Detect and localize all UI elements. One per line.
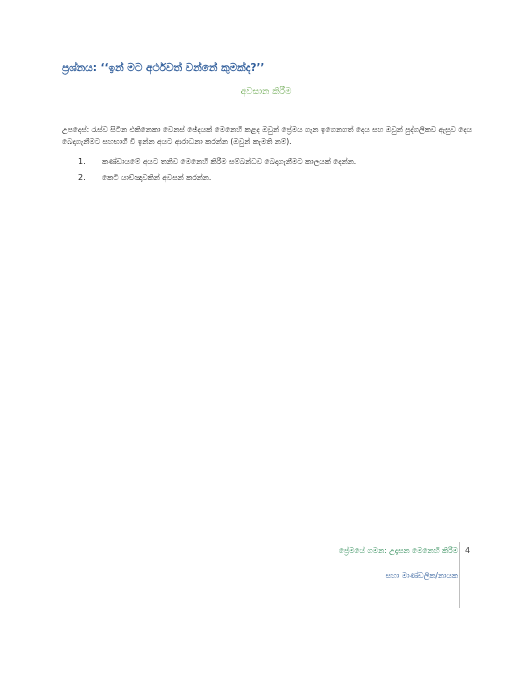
list-item-text: කණ්ඩායමේ අයට තනිව මෙනෙහි කිරීම සම්බන්ධව බෙදාගැනීමට කාලයක් දෙන්න.	[102, 157, 357, 166]
question-heading: ප්‍රශ්නය: ‘‘ඉන් මට අර්ථවත් වන්නේ කුමක්ද?’’	[62, 62, 265, 74]
list-item-text: කෙටි යාච්ඤාවකින් අවසන් කරන්න.	[102, 173, 212, 182]
list-item-number: 2.	[78, 173, 86, 182]
footer	[339, 545, 458, 582]
page-number: 4	[465, 546, 471, 555]
list-item-number: 1.	[78, 157, 86, 166]
footer-author: සහා මාණ්ඩලික/නායක	[385, 571, 458, 580]
footer-divider	[459, 542, 460, 608]
section-heading: අවසාන කිරීම	[240, 87, 292, 97]
list-item	[62, 170, 482, 186]
list-item	[62, 154, 482, 170]
instruction-paragraph: උපදෙස්: රැස්ව සිටින එකිනෙකා වෙනස් ඡේදයක් මෙනෙහි කළද ඔවුන් ප්‍රේමය ගැන ඉගෙනගත් දෙය සහ ඔවුන් පුද්ගලිකව ඇසුව දෙය බෙදාගැනීමට සහභාගී වී ඉන්න අයට ආරාධනා කරන්න (ඔවුන් කැමති නම්).	[62, 125, 473, 146]
steps-list	[62, 154, 482, 186]
footer-title: ප්‍රේමයේ ගමන: උදෑසන මෙනෙහි කිරීම	[338, 546, 458, 555]
